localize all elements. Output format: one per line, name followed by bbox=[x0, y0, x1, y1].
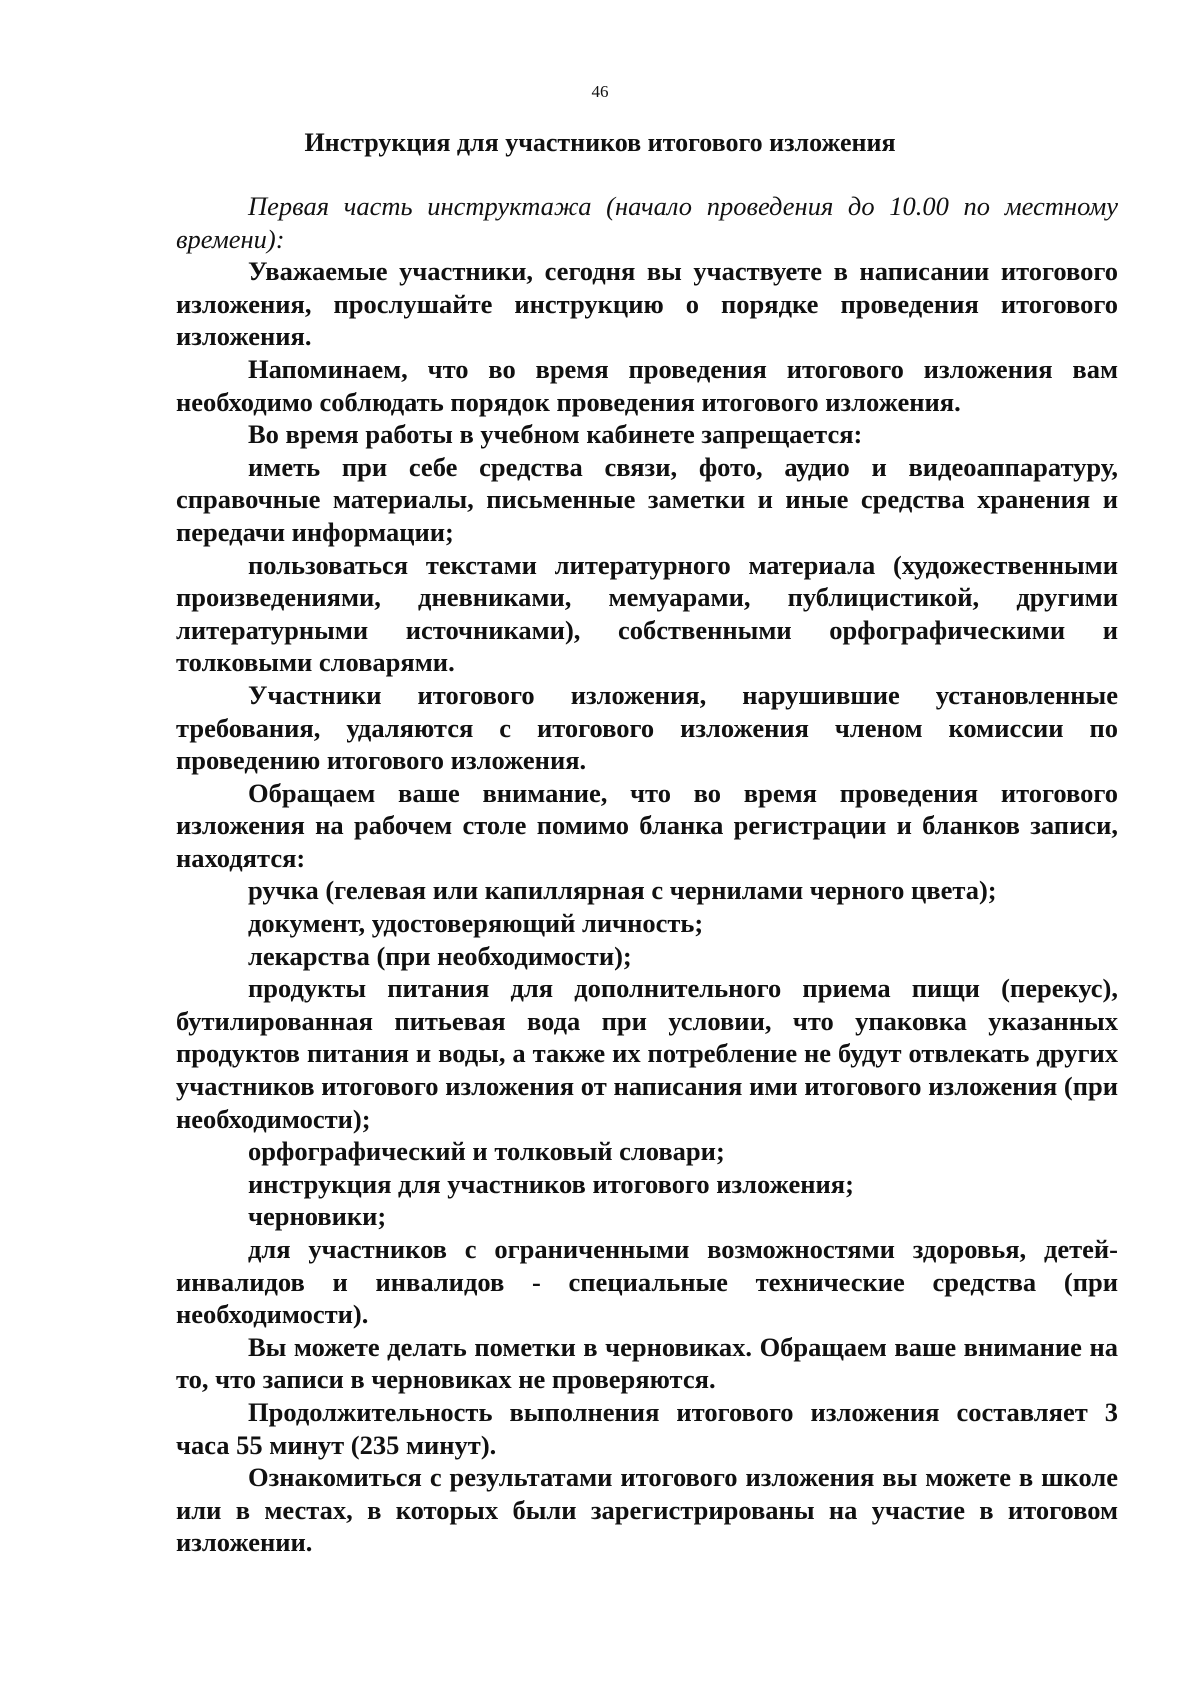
paragraph-removal: Участники итогового изложения, нарушившие установленные требования, удаляются с итогового изложения членом комиссии по проведению итогового изложения. bbox=[176, 679, 1118, 776]
desk-item-drafts: черновики; bbox=[248, 1201, 387, 1232]
instruction-body bbox=[176, 190, 1118, 1559]
paragraph-desk-items-heading: Обращаем ваше внимание, что во время проведения итогового изложения на рабочем столе помимо бланка регистрации и бланков записи, находятся: bbox=[176, 777, 1118, 873]
paragraph-prohibited-heading: Во время работы в учебном кабинете запрещается: bbox=[248, 419, 863, 450]
prohibited-item-texts: пользоваться текстами литературного материала (художественными произведениями, дневниками, мемуарами, публицистикой, другими литературными источниками), собственными орфографическими и толковыми словарями. bbox=[176, 549, 1118, 678]
paragraph-reminder: Напоминаем, что во время проведения итогового изложения вам необходимо соблюдать порядок проведения итогового изложения. bbox=[176, 353, 1118, 417]
desk-item-medicine: лекарства (при необходимости); bbox=[248, 940, 632, 971]
paragraph-duration: Продолжительность выполнения итогового изложения составляет 3 часа 55 минут (235 минут). bbox=[176, 1396, 1118, 1460]
page-number: 46 bbox=[591, 82, 609, 101]
prohibited-item-devices: иметь при себе средства связи, фото, аудио и видеоаппаратуру, справочные материалы, письменные заметки и иные средства хранения и передачи информации; bbox=[176, 451, 1118, 547]
desk-item-pen: ручка (гелевая или капиллярная с чернилами черного цвета); bbox=[248, 875, 997, 906]
desk-item-dictionaries: орфографический и толковый словари; bbox=[248, 1136, 725, 1167]
desk-item-id-document: документ, удостоверяющий личность; bbox=[248, 908, 704, 939]
desk-item-food: продукты питания для дополнительного приема пищи (перекус), бутилированная питьевая вода при условии, что упаковка указанных продуктов питания и воды, а также их потребление не будут отвлекать других участников итогового изложения от написания ими итогового изложения (при необходимости); bbox=[176, 973, 1118, 1134]
intro-paragraph: Первая часть инструктажа (начало проведения до 10.00 по местному времени): bbox=[176, 191, 1118, 254]
paragraph-drafts-note: Вы можете делать пометки в черновиках. Обращаем ваше внимание на то, что записи в черновиках не проверяются. bbox=[176, 1331, 1118, 1395]
paragraph-greeting: Уважаемые участники, сегодня вы участвуете в написании итогового изложения, прослушайте инструкцию о порядке проведения итогового изложения. bbox=[176, 256, 1118, 352]
desk-item-instruction: инструкция для участников итогового изложения; bbox=[248, 1168, 854, 1199]
paragraph-results: Ознакомиться с результатами итогового изложения вы можете в школе или в местах, в которых были зарегистрированы на участие в итоговом изложении. bbox=[176, 1462, 1118, 1558]
desk-item-special-means: для участников с ограниченными возможностями здоровья, детей-инвалидов и инвалидов - специальные технические средства (при необходимости). bbox=[176, 1234, 1118, 1330]
page-title: Инструкция для участников итогового изложения bbox=[304, 128, 896, 157]
